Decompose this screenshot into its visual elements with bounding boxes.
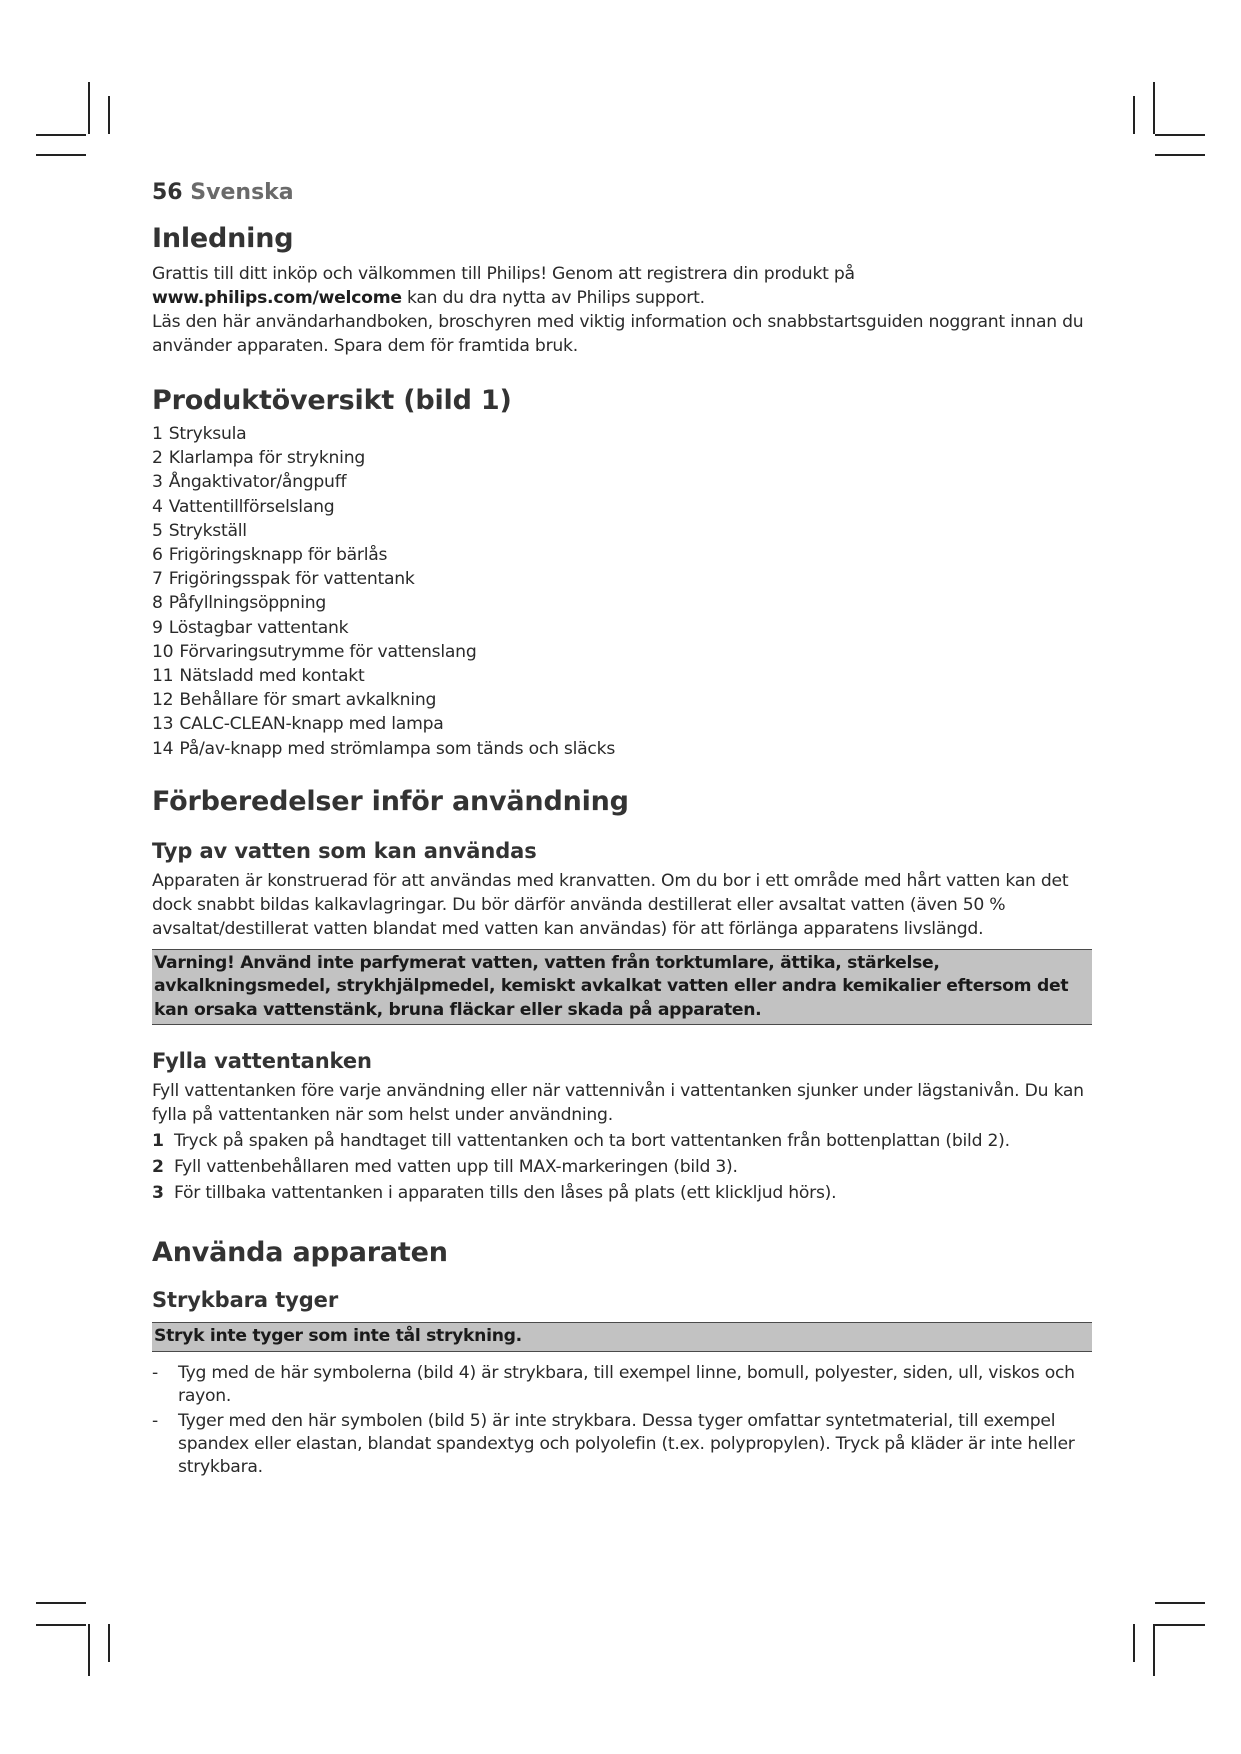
crop-mark: [1155, 134, 1205, 136]
list-item: [152, 446, 1092, 470]
item-text: Förvaringsutrymme för vattenslang: [179, 641, 477, 662]
item-number: 13: [152, 714, 174, 735]
section-preparation: [152, 785, 1092, 1207]
bullet-dash: -: [152, 1410, 158, 1431]
list-item: [152, 470, 1092, 494]
intro-line: Grattis till ditt inköp och välkommen till Philips! Genom att registrera din produkt på: [152, 264, 855, 284]
item-number: 10: [152, 641, 174, 662]
item-text: Klarlampa för strykning: [168, 448, 365, 469]
welcome-link[interactable]: www.philips.com/welcome: [152, 288, 402, 308]
section-title: Använda apparaten: [152, 1237, 448, 1269]
bullet-dash: -: [152, 1362, 158, 1383]
section-title: Inledning: [152, 223, 294, 254]
list-item: [152, 591, 1092, 615]
item-text: På/av-knapp med strömlampa som tänds och släcks: [179, 738, 616, 759]
list-item: [152, 567, 1092, 591]
crop-mark: [1153, 1624, 1155, 1676]
crop-mark: [36, 134, 86, 136]
crop-mark: [1155, 154, 1205, 156]
crop-mark: [36, 1602, 86, 1604]
fill-steps-list: [152, 1129, 1092, 1206]
subsection-fill-tank: [152, 1047, 1092, 1206]
crop-mark: [88, 1624, 90, 1676]
item-number: 7: [152, 569, 163, 590]
item-text: Frigöringsknapp för bärlås: [168, 545, 388, 566]
item-number: 2: [152, 448, 163, 469]
item-number: 9: [152, 617, 163, 638]
list-item: [152, 616, 1092, 640]
list-item: [152, 519, 1092, 543]
section-introduction: [152, 222, 1092, 358]
list-item: [152, 640, 1092, 664]
item-number: 3: [152, 472, 163, 493]
item-text: Frigöringsspak för vattentank: [168, 569, 415, 590]
section-title: Förberedelser inför användning: [152, 785, 629, 817]
crop-mark: [36, 1624, 86, 1626]
list-item: [152, 1155, 1092, 1180]
step-number: 2: [152, 1157, 164, 1178]
list-item: [152, 1410, 1092, 1479]
subsection-water-type: [152, 837, 1092, 1026]
list-item: [152, 1129, 1092, 1154]
crop-mark: [1133, 1624, 1135, 1662]
item-number: 8: [152, 593, 163, 614]
list-item: [152, 422, 1092, 446]
section-title: Produktöversikt (bild 1): [152, 385, 512, 416]
item-text: Ångaktivator/ångpuff: [168, 472, 347, 493]
intro-paragraph: [152, 262, 1092, 358]
item-text: Löstagbar vattentank: [168, 617, 349, 638]
item-text: Påfyllningsöppning: [168, 593, 327, 614]
crop-mark: [1133, 96, 1135, 134]
step-number: 3: [152, 1183, 164, 1204]
step-number: 1: [152, 1131, 164, 1152]
crop-mark: [1155, 1602, 1205, 1604]
page-header: [152, 178, 1092, 208]
item-number: 11: [152, 666, 174, 687]
step-text: För tillbaka vattentanken i apparaten tills den låses på plats (ett klickljud hörs).: [174, 1183, 837, 1204]
item-number: 14: [152, 738, 174, 759]
product-parts-list: [152, 422, 1092, 761]
page-number: 56: [152, 180, 183, 205]
list-item: [152, 737, 1092, 761]
intro-line: kan du dra nytta av Philips support.: [401, 288, 705, 308]
warning-box: Stryk inte tyger som inte tål strykning.: [152, 1322, 1092, 1352]
list-item: [152, 1362, 1092, 1408]
list-item: [152, 543, 1092, 567]
page-content: [152, 178, 1092, 1481]
item-text: Strykställ: [168, 520, 247, 541]
section-product-overview: [152, 384, 1092, 761]
step-text: Fyll vattenbehållaren med vatten upp till MAX-markeringen (bild 3).: [174, 1157, 738, 1178]
item-number: 12: [152, 690, 174, 711]
warning-box: Varning! Använd inte parfymerat vatten, vatten från torktumlare, ättika, stärkelse, avkalkningsmedel, strykhjälpmedel, kemiskt avkalkat vatten eller andra kemikalier eftersom det kan orsaka vattenstänk, bruna fläckar eller skada på apparaten.: [152, 949, 1092, 1026]
subsection-title: Fylla vattentanken: [152, 1049, 372, 1074]
item-number: 5: [152, 520, 163, 541]
page-language: Svenska: [190, 180, 294, 205]
list-item: [152, 495, 1092, 519]
item-number: 6: [152, 545, 163, 566]
list-item: [152, 712, 1092, 736]
water-paragraph: Apparaten är konstruerad för att användas med kranvatten. Om du bor i ett område med hårt vatten kan det dock snabbt bildas kalkavlagringar. Du bör därför använda destillerat eller avsaltat vatten (även 50 % avsaltat/destillerat vatten blandat med vatten kan användas) för att förlänga apparatens livslängd.: [152, 870, 1069, 939]
list-item: [152, 688, 1092, 712]
crop-mark: [108, 96, 110, 134]
list-item: [152, 664, 1092, 688]
subsection-title: Typ av vatten som kan användas: [152, 838, 537, 863]
item-text: Nätsladd med kontakt: [179, 666, 365, 687]
item-number: 1: [152, 424, 163, 444]
crop-mark: [1155, 1624, 1205, 1626]
crop-mark: [108, 1624, 110, 1662]
bullet-text: Tyg med de här symbolerna (bild 4) är strykbara, till exempel linne, bomull, polyester, siden, ull, viskos och rayon.: [178, 1362, 1075, 1406]
item-text: Behållare för smart avkalkning: [179, 690, 437, 711]
crop-mark: [36, 154, 86, 156]
bullet-text: Tyger med den här symbolen (bild 5) är inte strykbara. Dessa tyger omfattar syntetmaterial, till exempel spandex eller elastan, blandat spandextyg och polyolefin (t.ex. polypropylen). Tryck på kläder är inte heller strykbara.: [178, 1410, 1075, 1477]
intro-line: Läs den här användarhandboken, broschyren med viktig information och snabbstartsguiden noggrant innan du använder apparaten. Spara dem för framtida bruk.: [152, 312, 1084, 356]
item-number: 4: [152, 496, 163, 517]
fill-paragraph: Fyll vattentanken före varje användning eller när vattennivån i vattentanken sjunker under lägstanivån. Du kan fylla på vattentanken när som helst under användning.: [152, 1081, 1084, 1126]
crop-mark: [88, 82, 90, 134]
subsection-title: Strykbara tyger: [152, 1288, 339, 1313]
section-using-appliance: [152, 1236, 1092, 1479]
item-text: CALC-CLEAN-knapp med lampa: [179, 714, 444, 735]
item-text: Vattentillförselslang: [168, 496, 335, 517]
list-item: [152, 1181, 1092, 1206]
step-text: Tryck på spaken på handtaget till vattentanken och ta bort vattentanken från bottenplattan (bild 2).: [174, 1131, 1010, 1152]
crop-mark: [1153, 82, 1155, 134]
item-text: Stryksula: [168, 424, 247, 444]
fabric-bullet-list: [152, 1362, 1092, 1479]
